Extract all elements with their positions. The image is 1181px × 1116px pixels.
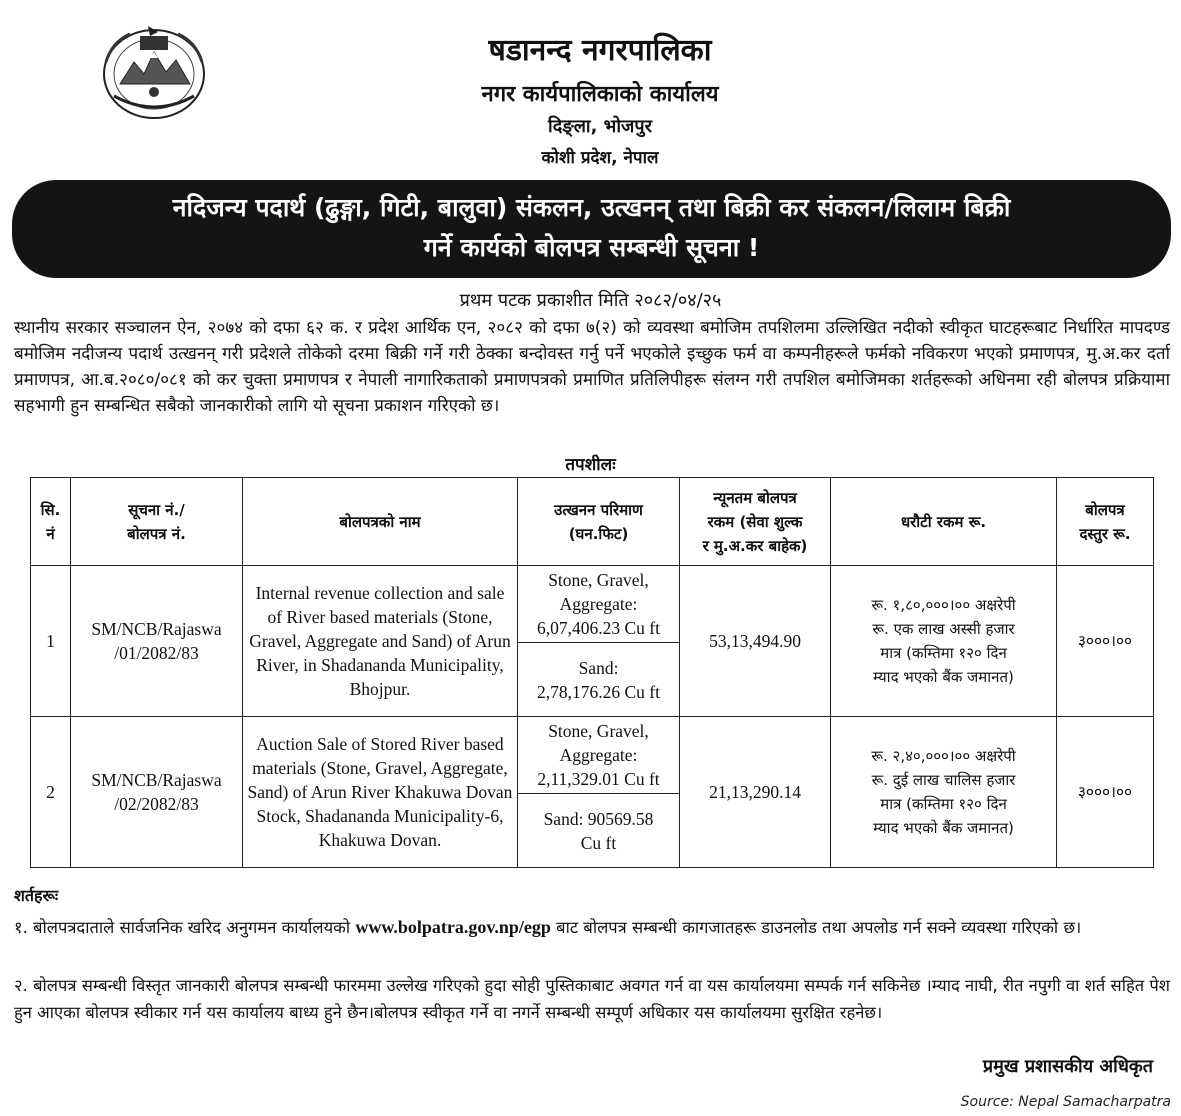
address-line-1: दिङ्ला, भोजपुर [548,116,652,137]
cell-fee: ३०००।०० [1057,566,1154,717]
conditions-title: शर्तहरूः [14,886,59,905]
cell-qty-stone: Stone, Gravel, Aggregate: 2,11,329.01 Cu ft [518,717,680,794]
nepal-government-emblem-icon [100,22,208,120]
signatory: प्रमुख प्रशासकीय अधिकृत [982,1056,1153,1077]
notice-title-banner [12,180,1171,278]
condition-item-2: २. बोलपत्र सम्बन्धी विस्तृत जानकारी बोलपत्र सम्बन्धी फारममा उल्लेख गरिएको हुदा सोही पुस्तिकाबाट अवगत गर्न वा यस कार्यालयमा सम्पर्क गर्न सकिनेछ ।म्याद नाघी, रीत नपुगी वा शर्त सहित पेश हुन आएका बोलपत्र स्वीकार गर्न यस कार्यालय बाध्य हुने छैन।बोलपत्र स्वीकृत गर्ने वा नगर्ने सम्बन्धी सम्पूर्ण अधिकार यस कार्यालयमा सुरक्षित रहनेछ। [14,976,1170,1022]
cell-qty-stone: Stone, Gravel, Aggregate: 6,07,406.23 Cu ft [518,566,680,643]
cell-notice-no: SM/NCB/Rajaswa /01/2082/83 [71,566,243,717]
cell-sn: 2 [31,717,71,868]
bolpatra-link[interactable]: www.bolpatra.gov.np/egp [355,917,551,937]
address-line-2: कोशी प्रदेश, नेपाल [541,148,659,168]
cell-bid-name: Internal revenue collection and sale of River based materials (Stone, Gravel, Aggregate and Sand) of Arun River, in Shadananda Municipality, Bhojpur. [243,566,518,717]
intro-paragraph: स्थानीय सरकार सञ्चालन ऐन, २०७४ को दफा ६२ क. र प्रदेश आर्थिक एन, २०८२ को दफा ७(२) को व्यवस्था बमोजिम तपशिलमा उल्लिखित नदीको स्वीकृत घाटहरूबाट निर्धारित मापदण्ड बमोजिम नदीजन्य पदार्थ उत्खनन् गरी प्रदेशले तोकेको दरमा बिक्री गर्ने गरी ठेक्का बन्दोवस्त गर्नु पर्ने भएकोले इच्छुक फर्म वा कम्पनीहरूले फर्मको नविकरण भएको प्रमाणपत्र, मु.अ.कर दर्ता प्रमाणपत्र, आ.ब.२०८०/०८१ को कर चुक्ता प्रमाणपत्र र नेपाली नागारिकताको प्रमाणपत्रको प्रमाणित प्रतिलिपीहरू संलग्न गरी तपशिल बमोजिमका शर्तहरूको अधिनमा रही बोलपत्र प्रक्रियामा सहभागी हुन सम्बन्धित सबैको जानकारीको लागि यो सूचना प्रकाशन गरिएको छ। [14,318,1170,416]
header-fee: बोलपत्र दस्तुर रू. [1057,478,1154,566]
cell-qty-sand: Sand: 90569.58 Cu ft [518,794,680,868]
header-deposit: धरौटी रकम रू. [831,478,1057,566]
condition-item-1: १. बोलपत्रदाताले सार्वजनिक खरिद अनुगमन कार्यालयको www.bolpatra.gov.np/egp बाट बोलपत्र सम्बन्धी कागजातहरू डाउनलोड तथा अपलोड गर्न सक्ने व्यवस्था गरिएको छ। [14,917,1082,937]
cell-sn: 1 [31,566,71,717]
banner-line-1: नदिजन्य पदार्थ (ढुङ्गा, गिटी, बालुवा) संकलन, उत्खनन् तथा बिक्री कर संकलन/लिलाम बिक्री [172,193,1011,222]
header-notice-no: सूचना नं./ बोलपत्र नं. [71,478,243,566]
banner-line-2: गर्ने कार्यको बोलपत्र सम्बन्धी सूचना ! [423,233,760,262]
source-credit: Source: Nepal Samacharpatra [960,1094,1171,1110]
header-quantity: उत्खनन परिमाण (घन.फिट) [518,478,680,566]
tender-schedule-table [30,477,1154,868]
published-date: प्रथम पटक प्रकाशीत मिति २०८२/०४/२५ [459,290,722,311]
cell-bid-name: Auction Sale of Stored River based materials (Stone, Gravel, Aggregate, Sand) of Arun River Khakuwa Dovan Stock, Shadananda Municipality-6, Khakuwa Dovan. [243,717,518,868]
header-min-amount: न्यूनतम बोलपत्र रकम (सेवा शुल्क र मु.अ.कर बाहेक) [680,478,831,566]
office-name: नगर कार्यपालिकाको कार्यालय [481,82,719,107]
header-sn: सि. नं [31,478,71,566]
header-bid-name: बोलपत्रको नाम [243,478,518,566]
cell-fee: ३०००।०० [1057,717,1154,868]
table-row [31,566,1154,643]
table-header-row [31,478,1154,566]
table-row [31,717,1154,794]
cell-notice-no: SM/NCB/Rajaswa /02/2082/83 [71,717,243,868]
cell-deposit: रू. १,८०,०००।०० अक्षरेपी रू. एक लाख अस्सी हजार मात्र (कम्तिमा १२० दिन म्याद भएको बैंक जमानत) [831,566,1057,717]
cell-min-amount: 53,13,494.90 [680,566,831,717]
cell-qty-sand: Sand: 2,78,176.26 Cu ft [518,643,680,717]
cell-deposit: रू. २,४०,०००।०० अक्षरेपी रू. दुई लाख चालिस हजार मात्र (कम्तिमा १२० दिन म्याद भएको बैंक जमानत) [831,717,1057,868]
schedule-title: तपशीलः [565,455,616,475]
cell-min-amount: 21,13,290.14 [680,717,831,868]
municipality-name: षडानन्द नगरपालिका [488,33,712,68]
